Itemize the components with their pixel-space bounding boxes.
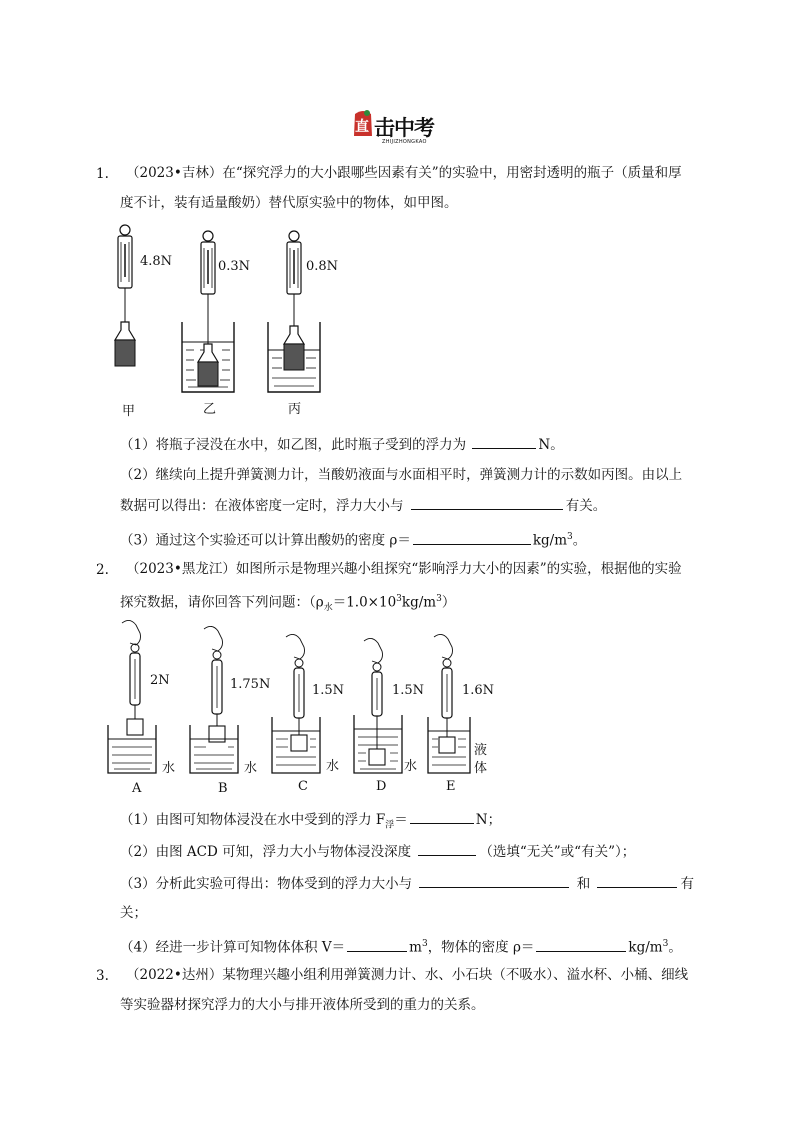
q2-part4-blank2[interactable] (536, 937, 626, 952)
q2-part3-text: （3）分析此实验可得出：物体受到的浮力大小与 (120, 876, 413, 892)
q1-label-bing: 丙 (288, 402, 302, 417)
q2-part2 (120, 841, 635, 862)
q1-part3-unit: kg/m (532, 532, 567, 549)
q1-part1-unit: N。 (538, 437, 564, 453)
q3-stem-line2: 等实验器材探究浮力的大小与排开液体所受到的重力的关系。 (120, 997, 485, 1013)
q1-part3-text: （3）通过这个实验还可以计算出酸奶的密度 ρ＝ (120, 532, 411, 549)
q1-part3-blank[interactable] (413, 530, 531, 545)
q2-figure (100, 615, 500, 805)
q2-part4-end: 。 (668, 939, 682, 956)
q2-part4-sup2: 3 (662, 939, 669, 949)
q1-part2-text: 数据可以得出：在液体密度一定时，浮力大小与 (120, 498, 404, 514)
q2-part4-blank1[interactable] (347, 937, 407, 952)
q2-part3-blank1[interactable] (419, 873, 569, 888)
q2-reading-a: 2N (150, 673, 170, 688)
q2-part2-text: （2）由图 ACD 可知，浮力大小与物体浸没深度 (120, 844, 412, 860)
q2-stem-mid: ＝1.0×10 (332, 594, 397, 611)
q1-stem-line2: 度不计，装有适量酸奶）替代原实验中的物体，如甲图。 (120, 195, 458, 211)
q2-label-e: E (446, 779, 456, 794)
q2-part4-unit: m (409, 939, 422, 956)
q2-setup-a (108, 620, 156, 773)
q2-setup-c (272, 634, 320, 773)
q2-stem-sub: 水 (323, 603, 333, 614)
q2-label-a: A (132, 781, 142, 796)
q1-spring-scale-jia (118, 225, 132, 322)
q2-number: 2. (96, 562, 109, 578)
q2-stem-text: 探究数据，请你回答下列问题：（ρ (120, 594, 324, 611)
q2-stem-end: ） (441, 594, 456, 611)
q2-liquid-e2: 体 (474, 761, 488, 776)
q1-reading-bing: 0.8N (306, 259, 339, 274)
q1-spring-scale-yi (201, 231, 215, 344)
q2-setup-d (354, 638, 402, 773)
q1-reading-jia: 4.8N (140, 254, 173, 269)
header-logo (352, 108, 442, 150)
q2-reading-b: 1.75N (230, 677, 271, 692)
q2-part2-end: （选填“无关”或“有关”）； (479, 844, 636, 860)
q2-part4-sup: 3 (421, 939, 428, 949)
q2-liquid-c: 水 (326, 759, 340, 774)
q1-part1-text: （1）将瓶子浸没在水中，如乙图，此时瓶子受到的浮力为 (120, 437, 467, 453)
q2-label-b: B (218, 781, 228, 796)
q2-liquid-b: 水 (244, 761, 258, 776)
q2-part3-line2: 关； (120, 905, 147, 921)
q2-part4 (120, 934, 682, 958)
q2-part1-blank[interactable] (410, 809, 474, 824)
q1-figure (100, 222, 340, 422)
q2-part4-text: （4）经进一步计算可知物体体积 V＝ (120, 939, 346, 956)
q1-part1 (120, 434, 564, 455)
logo-name: 击中考 (374, 116, 434, 140)
q2-reading-c: 1.5N (312, 683, 345, 698)
q2-part1-unit: N； (475, 812, 502, 828)
q1-part2-blank[interactable] (411, 495, 563, 510)
q3-stem-line1: （2022•达州）某物理兴趣小组利用弹簧测力计、水、小石块（不吸水）、溢水杯、小桶、细线 (126, 967, 689, 983)
q2-liquid-e1: 液 (474, 743, 488, 758)
q2-part4-mid: ，物体的密度 ρ＝ (427, 939, 535, 956)
q2-part1-sub: 浮 (385, 820, 395, 831)
q2-part2-blank[interactable] (418, 841, 476, 856)
q2-liquid-a: 水 (162, 761, 176, 776)
q1-part3 (120, 527, 586, 551)
q2-stem-line1: （2023•黑龙江）如图所示是物理兴趣小组探究“影响浮力大小的因素”的实验，根据他的实验 (126, 561, 682, 577)
q2-stem-sup: 3 (396, 594, 402, 604)
q3-number: 3. (96, 968, 109, 984)
q2-setup-b (190, 626, 238, 773)
q2-stem-line2 (120, 589, 455, 618)
q2-label-c: C (298, 779, 308, 794)
q2-part1 (120, 809, 501, 836)
q2-part3-blank2[interactable] (597, 873, 677, 888)
q1-label-yi: 乙 (203, 402, 217, 417)
logo-char: 直 (355, 119, 369, 135)
q1-part3-sup: 3 (567, 532, 573, 542)
q2-liquid-d: 水 (404, 759, 418, 774)
q2-stem-sup2: 3 (436, 594, 442, 604)
q2-label-d: D (376, 779, 387, 794)
q1-reading-yi: 0.3N (218, 259, 251, 274)
q2-part3-end: 有 (680, 876, 694, 892)
logo-subtitle: ZHIJIZHONGKAO (382, 139, 427, 145)
q2-stem-unit: kg/m (401, 594, 437, 611)
q2-part1-eq: ＝ (394, 812, 408, 828)
q1-bottle-jia (115, 322, 135, 366)
q1-part2-end: 有关。 (565, 498, 607, 514)
q2-part3 (120, 873, 694, 894)
q1-part1-blank[interactable] (472, 434, 536, 449)
q2-reading-e: 1.6N (462, 683, 495, 698)
q2-reading-d: 1.5N (392, 683, 425, 698)
q1-number: 1. (96, 166, 109, 182)
q1-label-jia: 甲 (122, 404, 136, 419)
q1-stem-line1: （2023•吉林）在“探究浮力的大小跟哪些因素有关”的实验中，用密封透明的瓶子（质量和厚 (126, 165, 682, 181)
q1-spring-scale-bing (287, 231, 301, 326)
q1-beaker-bing (268, 322, 320, 392)
q1-part2-line1: （2）继续向上提升弹簧测力计，当酸奶液面与水面相平时，弹簧测力计的示数如丙图。由以上 (120, 467, 683, 483)
q1-part3-end: 。 (572, 532, 587, 549)
q2-part4-unit2: kg/m (628, 939, 663, 956)
q2-setup-e (428, 634, 470, 773)
q2-part3-and: 和 (576, 876, 591, 892)
q2-part1-text: （1）由图可知物体浸没在水中受到的浮力 F (120, 812, 386, 828)
q1-part2-line2 (120, 495, 606, 516)
